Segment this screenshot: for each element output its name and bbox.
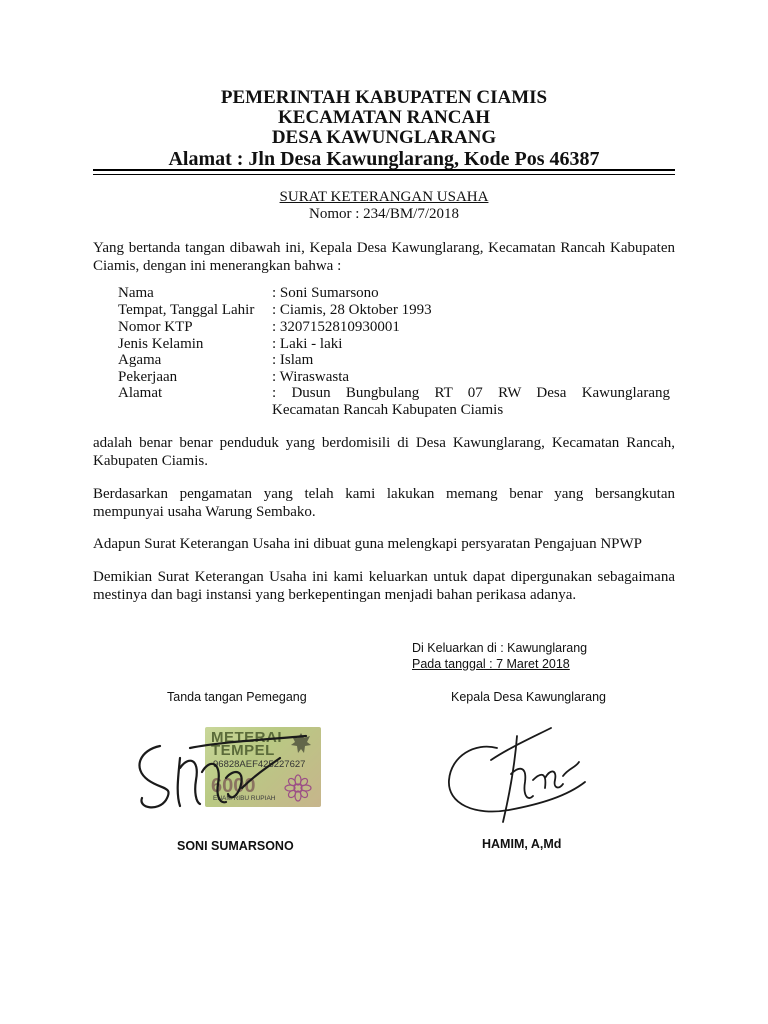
body-paragraph: Berdasarkan pengamatan yang telah kami lakukan memang benar yang bersangkutan mempunyai usaha Warung Sembako. [93, 486, 675, 520]
holder-name: SONI SUMARSONO [177, 839, 294, 853]
header-government: PEMERINTAH KABUPATEN CIAMIS [220, 87, 548, 108]
header-village: DESA KAWUNGLARANG [271, 127, 497, 148]
detail-label: Alamat [118, 385, 163, 401]
stamp-small-text: ENAM RIBU RUPIAH [213, 795, 276, 802]
holder-caption: Tanda tangan Pemegang [167, 690, 307, 704]
letterhead-rule-thick [93, 169, 675, 171]
detail-label: Nama [118, 285, 154, 301]
detail-value-address: : Dusun Bungbulang RT 07 RW Desa Kawunglarang [272, 385, 670, 401]
detail-value: : Soni Sumarsono [272, 285, 379, 301]
stamp-value: 6000 [211, 775, 256, 797]
body-paragraph: adalah benar benar penduduk yang berdomisili di Desa Kawunglarang, Kecamatan Rancah, Kabupaten Ciamis. [93, 435, 675, 469]
header-address: Alamat : Jln Desa Kawunglarang, Kode Pos 46387 [168, 148, 600, 170]
detail-label: Jenis Kelamin [118, 336, 204, 352]
letterhead [0, 88, 768, 170]
detail-value: : Wiraswasta [272, 369, 350, 385]
header-district: KECAMATAN RANCAH [278, 107, 490, 128]
letterhead-rule-thin [93, 174, 675, 175]
body-paragraph: Demikian Surat Keterangan Usaha ini kami keluarkan untuk dapat dipergunakan sebagaimana mestinya dan bagi instansi yang berkepentingan menjadi bahan perikasa adanya. [93, 569, 675, 603]
detail-label: Nomor KTP [118, 319, 193, 335]
issue-date [412, 656, 570, 672]
village-head-signature [445, 718, 595, 833]
issue-date-text: Pada tanggal : 7 Maret 2018 [412, 657, 570, 671]
detail-label: Pekerjaan [118, 369, 178, 385]
intro-paragraph: Yang bertanda tangan dibawah ini, Kepala Desa Kawunglarang, Kecamatan Rancah Kabupaten Ciamis, dengan ini menerangkan bahwa : [93, 240, 675, 274]
letter-title: SURAT KETERANGAN USAHA [279, 189, 489, 205]
detail-value-address-line2: Kecamatan Rancah Kabupaten Ciamis [272, 402, 504, 418]
stamp-title-1: METERAI [211, 729, 282, 746]
detail-label: Tempat, Tanggal Lahir [118, 302, 255, 318]
body-paragraph: Adapun Surat Keterangan Usaha ini dibuat guna melengkapi persyaratan Pengajuan NPWP [93, 536, 643, 552]
head-caption: Kepala Desa Kawunglarang [451, 690, 606, 704]
stamp-serial: 96828AEF425227627 [213, 759, 306, 770]
head-name: HAMIM, A,Md [482, 837, 562, 851]
detail-value: : Laki - laki [272, 336, 343, 352]
letter-title-block [0, 189, 768, 223]
detail-value: : Islam [272, 352, 314, 368]
letter-number: Nomor : 234/BM/7/2018 [308, 206, 459, 222]
holder-signature [130, 728, 310, 818]
stamp-title-2: TEMPEL [211, 742, 275, 759]
issue-place: Di Keluarkan di : Kawunglarang [412, 641, 588, 655]
detail-value: : Ciamis, 28 Oktober 1993 [272, 302, 432, 318]
detail-label: Agama [118, 352, 162, 368]
detail-value: : 3207152810930001 [272, 319, 400, 335]
